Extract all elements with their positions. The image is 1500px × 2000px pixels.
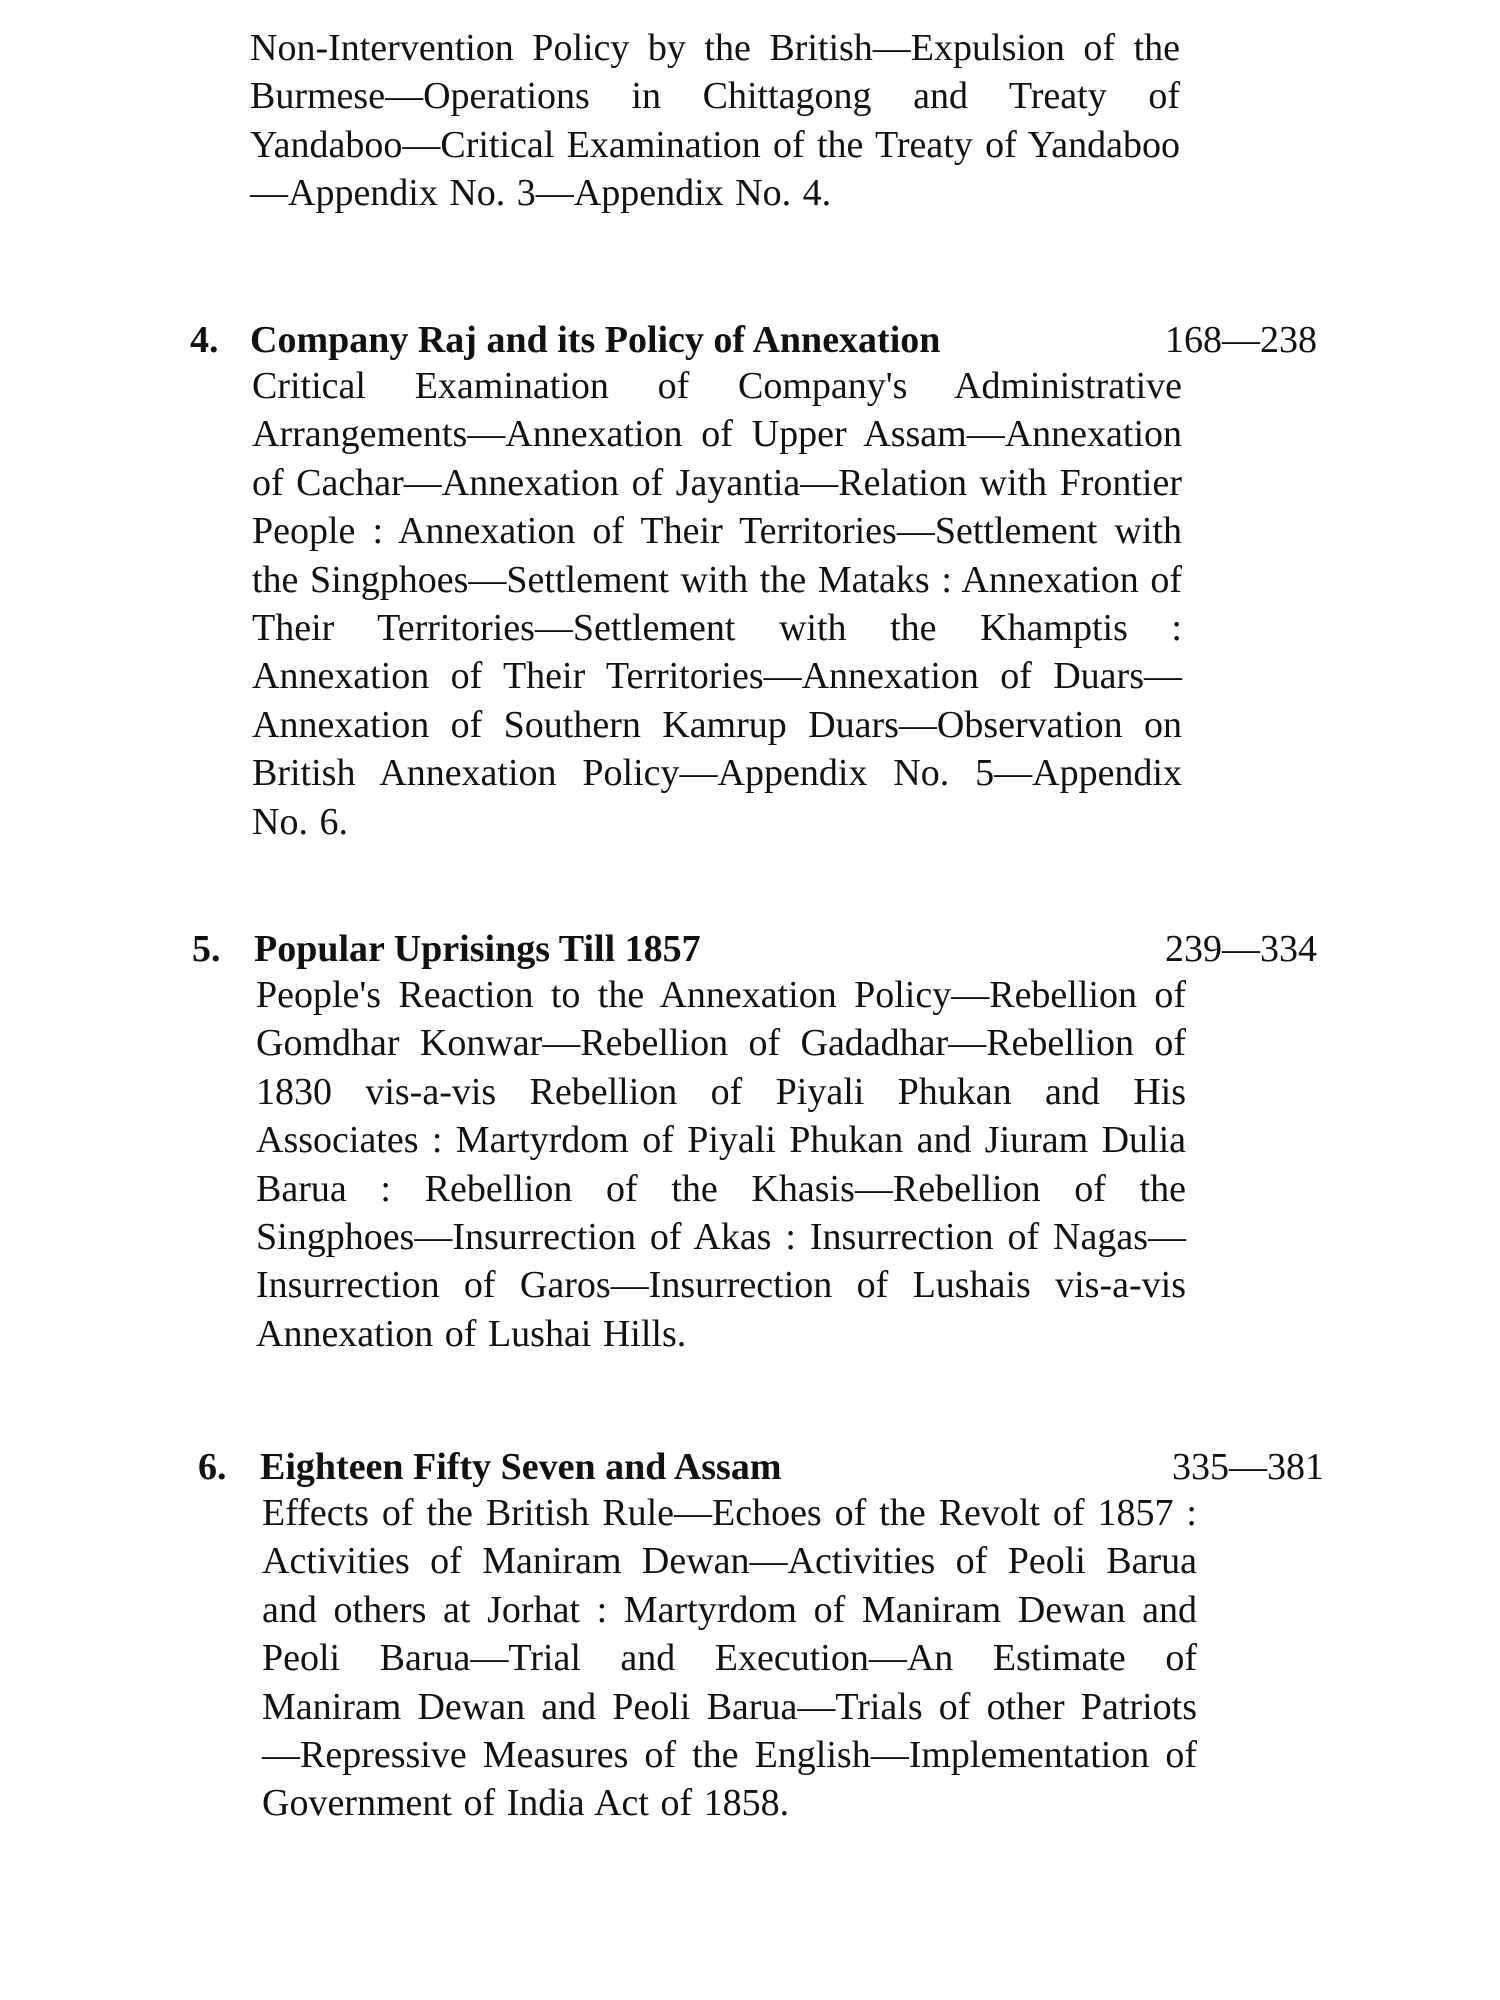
chapter-number: 5.: [192, 928, 221, 970]
chapter-pages: 239—334: [1165, 928, 1317, 970]
chapter-description: Effects of the British Rule—Echoes of the Revolt of 1857 : Activities of Maniram Dewan—Activities of Peoli Barua and others at Jorhat : Martyrdom of Maniram Dewan and Peoli Barua—Trial and Execution—An Estimate of Maniram Dewan and Peoli Barua—Trials of other Patriots—Repressive Measures of the English—Implementation of Government of India Act of 1858.: [262, 1492, 1197, 1825]
chapter-title: Eighteen Fifty Seven and Assam: [260, 1446, 782, 1488]
chapter-pages: 335—381: [1172, 1446, 1324, 1488]
chapter-number: 4.: [190, 319, 219, 361]
chapter-title: Popular Uprisings Till 1857: [254, 928, 701, 970]
chapter-title: Company Raj and its Policy of Annexation: [250, 319, 941, 361]
chapter-number: 6.: [198, 1446, 227, 1488]
chapter-pages: 168—238: [1165, 319, 1317, 361]
chapter-description: Critical Examination of Company's Administrative Arrangements—Annexation of Upper Assam—Annexation of Cachar—Annexation of Jayantia—Relation with Frontier People : Annexation of Their Territories—Settlement with the Singphoes—Settlement with the Mataks : Annexation of Their Territories—Settlement with the Khamptis : Annexation of Their Territories—Annexation of Duars—Annexation of Southern Kamrup Duars—Observation on British Annexation Policy—Appendix No. 5—Appendix No. 6.: [252, 365, 1182, 843]
intro-description: Non-Intervention Policy by the British—Expulsion of the Burmese—Operations in Chittagong and Treaty of Yandaboo—Critical Examination of the Treaty of Yandaboo—Appendix No. 3—Appendix No. 4.: [250, 27, 1180, 215]
chapter-description: People's Reaction to the Annexation Policy—Rebellion of Gomdhar Konwar—Rebellion of Gadadhar—Rebellion of 1830 vis-a-vis Rebellion of Piyali Phukan and His Associates : Martyrdom of Piyali Phukan and Jiuram Dulia Barua : Rebellion of the Khasis—Rebellion of the Singphoes—Insurrection of Akas : Insurrection of Nagas—Insurrection of Garos—Insurrection of Lushais vis-a-vis Annexation of Lushai Hills.: [256, 974, 1186, 1355]
